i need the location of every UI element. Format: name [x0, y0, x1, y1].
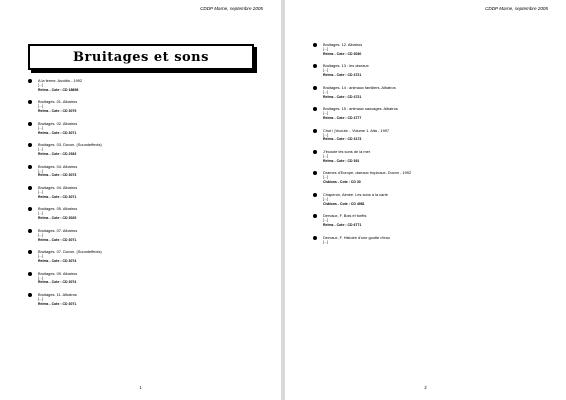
- page-number: 2: [424, 385, 427, 390]
- bullet-icon: [313, 171, 317, 175]
- entry-cote: Relms - Cote : CD 3071: [38, 301, 77, 306]
- bullet-icon: [313, 214, 317, 218]
- entry-title: Chaperon, Aimée. Les sons à la carte: [323, 191, 388, 197]
- list-item: [28, 292, 254, 306]
- page-header: CDDP Marne, septembre 2005: [200, 6, 263, 11]
- entry-description: [...]: [38, 83, 43, 87]
- list-item: [28, 142, 254, 156]
- entry-cote: Relms - Cote : CD 3029: [38, 216, 77, 221]
- entry-cote: Relms - Cote : CD 3071: [38, 194, 77, 199]
- bullet-icon: [28, 272, 32, 276]
- bullet-icon: [28, 229, 32, 233]
- list-item: [313, 149, 539, 163]
- list-item: [28, 164, 254, 178]
- entry-title: Bruitages. 04. Albatros: [38, 185, 78, 191]
- entry-title: Bruitages. 14 : animaux familiers. Albatros: [323, 84, 396, 90]
- entry-cote: Relms - Cote : CD 3030: [323, 51, 362, 56]
- entry-title: Bruitages. 01. Albatros: [38, 99, 78, 105]
- list-item: [28, 78, 254, 92]
- entry-description: [...]: [323, 218, 328, 223]
- entry-cote: Relms - Cote : CD 3071: [38, 130, 77, 135]
- list-item: [313, 85, 539, 99]
- entry-description: [...]: [38, 125, 43, 130]
- bullet-icon: [313, 193, 317, 197]
- entry-description: [...]: [38, 232, 43, 237]
- bullet-icon: [313, 64, 317, 68]
- bullet-icon: [313, 43, 317, 47]
- entry-title: Bruitages. 07. Albatros: [38, 227, 78, 233]
- list-item: [28, 271, 254, 285]
- list-item: [313, 63, 539, 77]
- entry-title: Bruitages. 15 : animaux sauvages. Albatros: [323, 106, 398, 112]
- entry-cote: Relms - Cote : CD 3074: [38, 258, 77, 263]
- bullet-icon: [313, 236, 317, 240]
- title-box: [28, 44, 254, 70]
- entry-title: Drames d'Europe, oiseaux tropicaux. Duvon - 1992: [323, 170, 412, 176]
- list-item: [28, 206, 254, 220]
- entry-cote: Relms - Cote : CD 18698: [38, 87, 79, 92]
- entry-title: Chut ! j'écoute... Volume 1. Alta - 1997: [323, 127, 390, 133]
- list-item: [313, 106, 539, 120]
- entry-cote: Relms - Cote : CD 4721: [323, 73, 362, 78]
- entry-description: [...]: [323, 154, 328, 159]
- list-item: [28, 99, 254, 113]
- entry-cote: Châlons - Cote : CD 4981: [323, 201, 365, 206]
- entry-description: [...]: [38, 297, 43, 302]
- bullet-icon: [313, 150, 317, 154]
- entry-title: Bruitages. 03. Duvon. (Soundeffects): [38, 142, 102, 148]
- page-title: Bruitages et sons: [73, 49, 209, 65]
- entry-cote: Relms - Cote : CD 3079: [38, 109, 77, 114]
- entry-cote: Relms - Cote : CD 2933: [38, 151, 77, 156]
- entry-cote: Châlons - Cote : CD 30: [323, 180, 361, 185]
- entry-title: Bruitages. 07. Duvon. (Soundeffects): [38, 249, 102, 255]
- entry-description: [...]: [323, 89, 328, 94]
- entry-cote: Relms - Cote : CD 4777: [323, 115, 362, 120]
- bullet-icon: [28, 143, 32, 147]
- entry-description: [...]: [38, 147, 43, 152]
- list-item: [313, 42, 539, 56]
- page-number: 1: [139, 385, 142, 390]
- entry-list: [28, 78, 254, 313]
- entry-title: Bruitages. 09. Albatros: [38, 270, 78, 276]
- entry-cote: Relms - Cote : CD 391: [323, 158, 360, 163]
- page-header: CDDP Marne, septembre 2005: [485, 6, 548, 11]
- page-right: [285, 0, 566, 400]
- entry-description: [...]: [38, 104, 43, 109]
- entry-description: [...]: [323, 68, 328, 73]
- bullet-icon: [28, 122, 32, 126]
- entry-cote: Relms - Cote : CD 4721: [323, 94, 362, 99]
- entry-description: [...]: [323, 111, 328, 116]
- entry-description: [...]: [38, 190, 43, 195]
- list-item: [313, 235, 539, 245]
- list-item: [28, 121, 254, 135]
- entry-description: [...]: [323, 132, 328, 137]
- entry-cote: Relms - Cote : CD 3071: [38, 237, 77, 242]
- entry-description: [...]: [323, 47, 328, 51]
- entry-title: A la ferme. Auvidis - 1992: [38, 78, 83, 83]
- entry-description: [...]: [38, 211, 43, 216]
- bullet-icon: [313, 129, 317, 133]
- bullet-icon: [28, 293, 32, 297]
- entry-cote: Relms - Cote : CD 3173: [323, 137, 362, 142]
- list-item: [313, 128, 539, 142]
- bullet-icon: [28, 100, 32, 104]
- entry-description: [...]: [38, 168, 43, 173]
- bullet-icon: [28, 250, 32, 254]
- entry-title: Bruitages. 02. Albatros: [38, 120, 78, 126]
- entry-list: [313, 42, 539, 251]
- entry-title: Dervaux, F. Histoire d'une goutte d'eau: [323, 234, 390, 240]
- entry-title: Bruitages. 13 : les oiseaux: [323, 63, 369, 69]
- list-item: [28, 249, 254, 263]
- bullet-icon: [313, 86, 317, 90]
- entry-title: Bruitages. 05. Albatros: [38, 206, 78, 212]
- entry-title: Dervaux, F. Bois et forêts: [323, 213, 367, 219]
- bullet-icon: [313, 107, 317, 111]
- entry-description: [...]: [323, 175, 328, 180]
- entry-description: [...]: [323, 239, 328, 244]
- entry-cote: Relms - Cote : CD 3074: [38, 280, 77, 285]
- list-item: [28, 185, 254, 199]
- entry-title: Bruitages. 12. Albatros: [323, 42, 363, 47]
- list-item: [313, 170, 539, 184]
- bullet-icon: [28, 79, 32, 83]
- list-item: [313, 192, 539, 206]
- bullet-icon: [28, 207, 32, 211]
- list-item: [313, 213, 539, 227]
- entry-title: J'écoute les sons de la mer: [323, 149, 371, 155]
- entry-title: Bruitages. 11. Albatros: [38, 292, 77, 298]
- entry-cote: Relms - Cote : CD 3073: [38, 173, 77, 178]
- entry-description: [...]: [38, 275, 43, 280]
- entry-description: [...]: [38, 254, 43, 259]
- entry-title: Bruitages. 04. Albatros: [38, 163, 78, 169]
- bullet-icon: [28, 186, 32, 190]
- entry-description: [...]: [323, 196, 328, 201]
- list-item: [28, 228, 254, 242]
- page-left: [0, 0, 281, 400]
- bullet-icon: [28, 165, 32, 169]
- entry-cote: Relms - Cote : CD 6771: [323, 222, 362, 227]
